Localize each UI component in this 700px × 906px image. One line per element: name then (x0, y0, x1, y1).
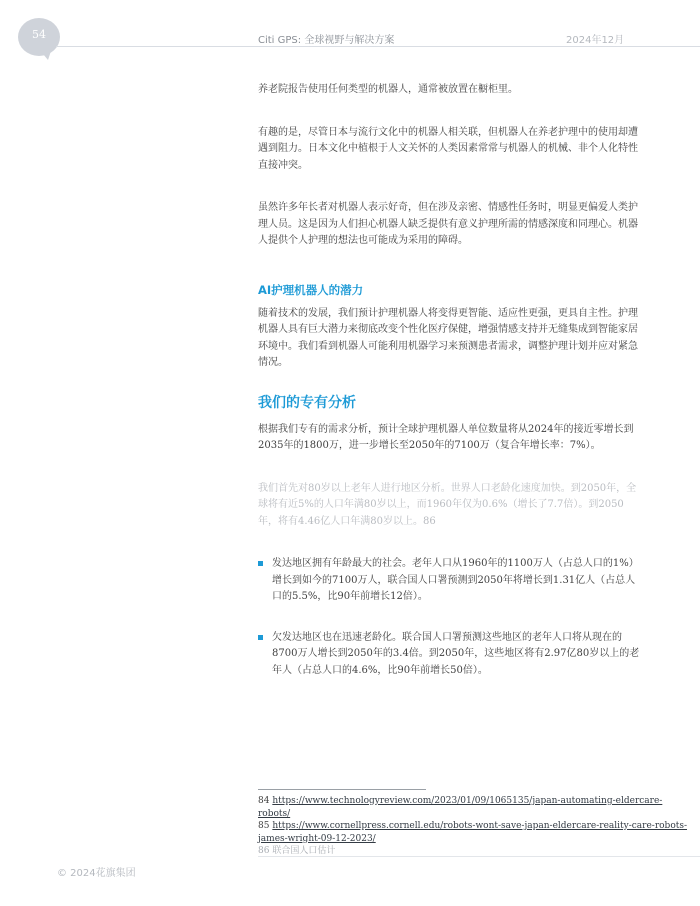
footnote-84-link[interactable]: https://www.technologyreview.com/2023/01/09/1065135/japan-automating-eldercare-robots/ (258, 796, 663, 819)
section-heading-ai-potential: AI护理机器人的潜力 (258, 282, 364, 297)
paragraph-3: 虽然许多年长者对机器人表示好奇，但在涉及亲密、情感性任务时，明显更偏爱人类护理人员。这是因为人们担心机器人缺乏提供有意义护理所需的情感深度和同理心。机器人提供个人护理的想法也可能成为采用的障碍。 (258, 202, 638, 246)
bullet-text: 发达地区拥有年龄最大的社会。老年人口从1960年的1100万人（占总人口的1%）增长到如今的7100万人，联合国人口署预测到2050年将增长到1.31亿人（占总人口的5.5%，比90年前增长12倍）。 (272, 558, 639, 602)
section-heading-analysis: 我们的专有分析 (258, 394, 356, 411)
page-number-badge (18, 18, 60, 56)
bullet-square-icon (258, 561, 263, 566)
bullet-square-icon (258, 635, 263, 640)
page-number: 54 (32, 28, 46, 41)
bullet-text: 欠发达地区也在迅速老龄化。联合国人口署预测这些地区的老年人口将从现在的8700万人增长到2050年的3.4倍。到2050年，这些地区将有2.97亿80岁以上的老年人（占总人口的4.6%，比90年前增长50倍）。 (272, 631, 640, 676)
footnote-85-link[interactable]: https://www.cornellpress.cornell.edu/robots-wont-save-japan-eldercare-reality-care-robots-james-wright-09-12-2023/ (258, 821, 688, 844)
copyright: © 2024花旗集团 (57, 868, 136, 879)
footnote-divider (258, 789, 426, 790)
paragraph-1: 养老院报告使用任何类型的机器人，通常被放置在橱柜里。 (258, 84, 518, 95)
footnote-84-number: 84 (258, 796, 270, 806)
footnote-85 (258, 820, 688, 845)
main-content (258, 82, 642, 703)
header-date: 2024年12月 (566, 35, 625, 46)
bullet-item (258, 556, 642, 606)
header-divider (56, 46, 700, 47)
header-title: Citi GPS: 全球视野与解决方案 (258, 35, 395, 46)
bullet-item (258, 630, 642, 680)
paragraph-2: 有趣的是，尽管日本与流行文化中的机器人相关联，但机器人在养老护理中的使用却遭遇到阻力。日本文化中植根于人文关怀的人类因素常常与机器人的机械、非个人化特性直接冲突。 (258, 126, 638, 171)
footnote-85-number: 85 (258, 821, 270, 831)
footnotes (258, 795, 688, 858)
paragraph-4: 随着技术的发展，我们预计护理机器人将变得更智能、适应性更强，更具自主性。护理机器人具有巨大潜力来彻底改变个性化医疗保健，增强情感支持并无缝集成到智能家居环境中。我们看到机器人可能利用机器学习来预测患者需求，调整护理计划并应对紧急情况。 (258, 307, 638, 368)
footnote-86: 86 联合国人口估计 (258, 846, 336, 856)
footer-divider (258, 856, 700, 857)
paragraph-6: 我们首先对80岁以上老年人进行地区分析。世界人口老龄化速度加快。到2050年，全球将有近5%的人口年满80岁以上，而1960年仅为0.6%（增长了7.7倍）。到2050年，将有4.46亿人口年满80岁以上。86 (258, 482, 637, 527)
footnote-84 (258, 795, 688, 820)
paragraph-5: 根据我们专有的需求分析，预计全球护理机器人单位数量将从2024年的接近零增长到2035年的1800万，进一步增长至2050年的7100万（复合年增长率：7%）。 (258, 423, 634, 451)
